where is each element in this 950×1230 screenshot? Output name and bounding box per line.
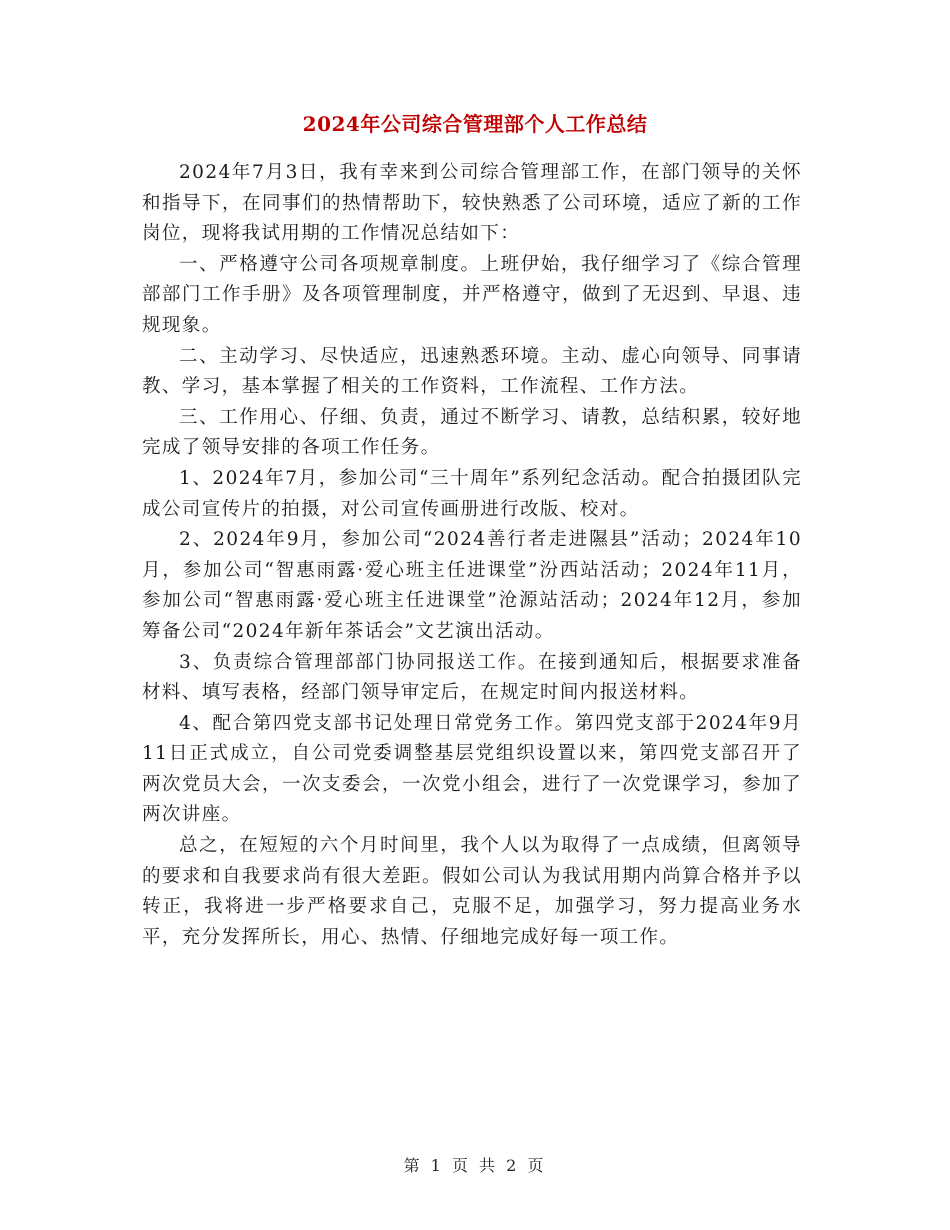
paragraph-section-3: 三、工作用心、仔细、负责，通过不断学习、请教，总结积累，较好地完成了领导安排的各项工作任务。: [142, 406, 802, 459]
paragraph-conclusion: 总之，在短短的六个月时间里，我个人以为取得了一点成绩，但离领导的要求和自我要求尚有很大差距。假如公司认为我试用期内尚算合格并予以转正，我将进一步严格要求自己，克服不足，加强学习，努力提高业务水平，充分发挥所长，用心、热情、仔细地完成好每一项工作。: [142, 835, 802, 948]
page-number-footer: 第 1 页 共 2 页: [403, 1156, 547, 1175]
paragraph-item-3: 3、负责综合管理部部门协同报送工作。在接到通知后，根据要求准备材料、填写表格，经部门领导审定后，在规定时间内报送材料。: [142, 651, 802, 704]
paragraph-intro: 2024年7月3日，我有幸来到公司综合管理部工作，在部门领导的关怀和指导下，在同事们的热情帮助下，较快熟悉了公司环境，适应了新的工作岗位，现将我试用期的工作情况总结如下：: [142, 162, 802, 245]
paragraph-section-1: 一、严格遵守公司各项规章制度。上班伊始，我仔细学习了《综合管理部部门工作手册》及各项管理制度，并严格遵守，做到了无迟到、早退、违规现象。: [142, 253, 802, 336]
document-title: 2024年公司综合管理部个人工作总结: [302, 112, 648, 136]
paragraph-section-2: 二、主动学习、尽快适应，迅速熟悉环境。主动、虚心向领导、同事请教、学习，基本掌握了相关的工作资料，工作流程、工作方法。: [142, 345, 802, 398]
paragraph-item-1: 1、2024年7月，参加公司“三十周年”系列纪念活动。配合拍摄团队完成公司宣传片的拍摄，对公司宣传画册进行改版、校对。: [142, 467, 802, 520]
paragraph-item-4: 4、配合第四党支部书记处理日常党务工作。第四党支部于2024年9月11日正式成立，自公司党委调整基层党组织设置以来，第四党支部召开了两次党员大会，一次支委会，一次党小组会，进行了一次党课学习，参加了两次讲座。: [142, 712, 802, 826]
document-body: [142, 158, 802, 953]
paragraph-item-2: 2、2024年9月，参加公司“2024善行者走进隰县”活动；2024年10月，参加公司“智惠雨露·爱心班主任进课堂”汾西站活动；2024年11月，参加公司“智惠雨露·爱心班主任进课堂”沧源站活动；2024年12月，参加筹备公司“2024年新年茶话会”文艺演出活动。: [142, 529, 802, 642]
